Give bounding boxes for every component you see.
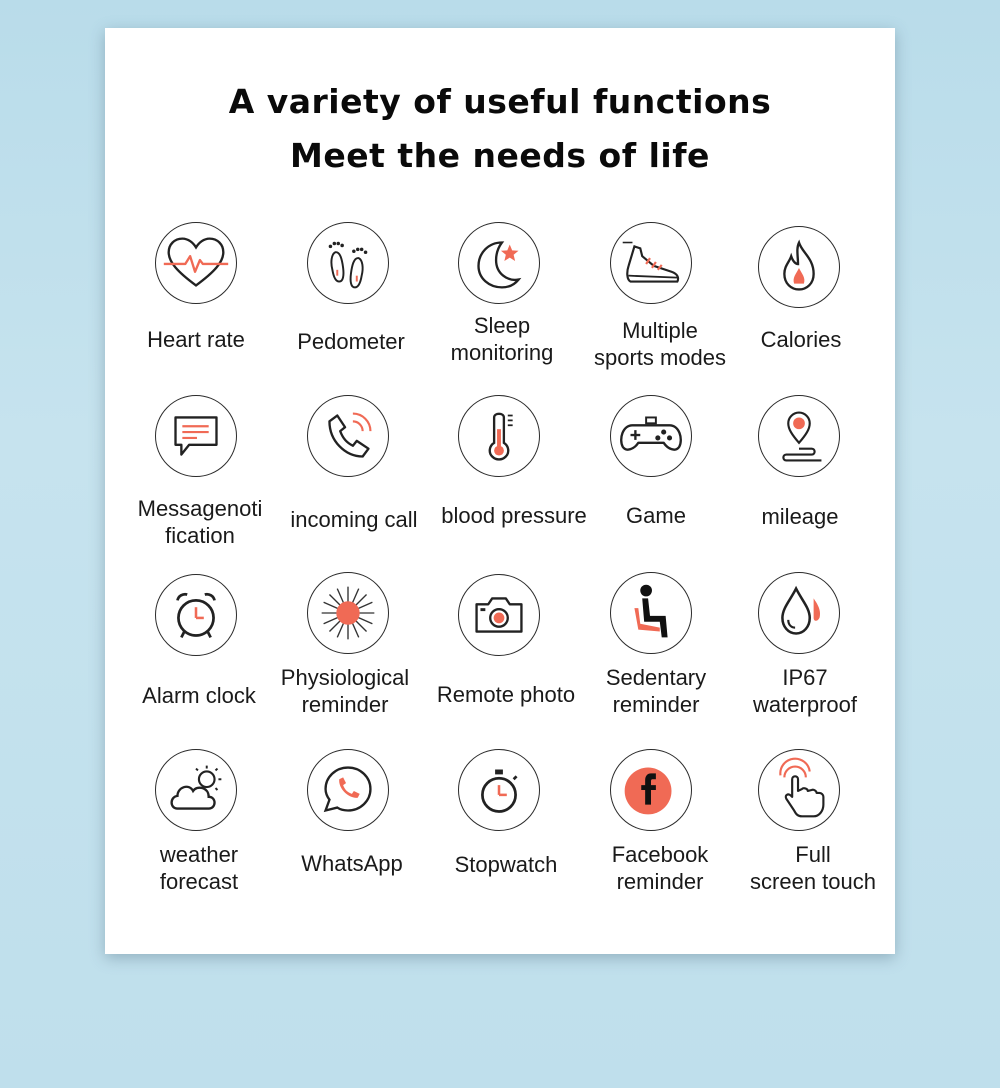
moon-star-icon: [458, 222, 540, 304]
label-whatsapp: WhatsApp: [301, 851, 403, 876]
label-pedometer: Pedometer: [297, 329, 405, 354]
label-alarm: Alarm clock: [142, 683, 256, 708]
headline: A variety of useful functions: [228, 82, 772, 121]
heart-rate-icon: [155, 222, 237, 304]
location-pin-icon: [758, 395, 840, 477]
label-heart-rate: Heart rate: [147, 327, 245, 352]
subheadline: Meet the needs of life: [290, 136, 710, 175]
flame-icon: [758, 226, 840, 308]
label-mileage: mileage: [761, 504, 839, 529]
label-touch: Full screen touch: [750, 842, 876, 894]
sitting-person-icon: [610, 572, 692, 654]
flower-icon: [307, 572, 389, 654]
label-blood-pressure: blood pressure: [441, 503, 587, 528]
label-message: Messagenoti fication: [137, 496, 263, 548]
label-sleep: Sleep monitoring: [450, 313, 554, 365]
running-shoe-icon: [610, 222, 692, 304]
whatsapp-icon: [307, 749, 389, 831]
facebook-icon: [610, 749, 692, 831]
label-game: Game: [626, 503, 686, 528]
label-weather: weather forecast: [159, 842, 239, 894]
label-facebook: Facebook reminder: [611, 842, 709, 894]
footprints-icon: [307, 222, 389, 304]
alarm-clock-icon: [155, 574, 237, 656]
label-waterproof: IP67 waterproof: [753, 665, 857, 717]
water-drop-icon: [758, 572, 840, 654]
phone-call-icon: [307, 395, 389, 477]
label-sports: Multiple sports modes: [593, 318, 727, 370]
weather-icon: [155, 749, 237, 831]
label-sedentary: Sedentary reminder: [605, 665, 707, 717]
touch-hand-icon: [758, 749, 840, 831]
label-incoming-call: incoming call: [290, 507, 418, 532]
camera-icon: [458, 574, 540, 656]
label-physiological: Physiological reminder: [280, 665, 410, 717]
label-remote-photo: Remote photo: [436, 682, 576, 707]
thermometer-icon: [458, 395, 540, 477]
label-stopwatch: Stopwatch: [454, 852, 558, 877]
label-calories: Calories: [760, 327, 842, 352]
message-icon: [155, 395, 237, 477]
gamepad-icon: [610, 395, 692, 477]
stopwatch-icon: [458, 749, 540, 831]
